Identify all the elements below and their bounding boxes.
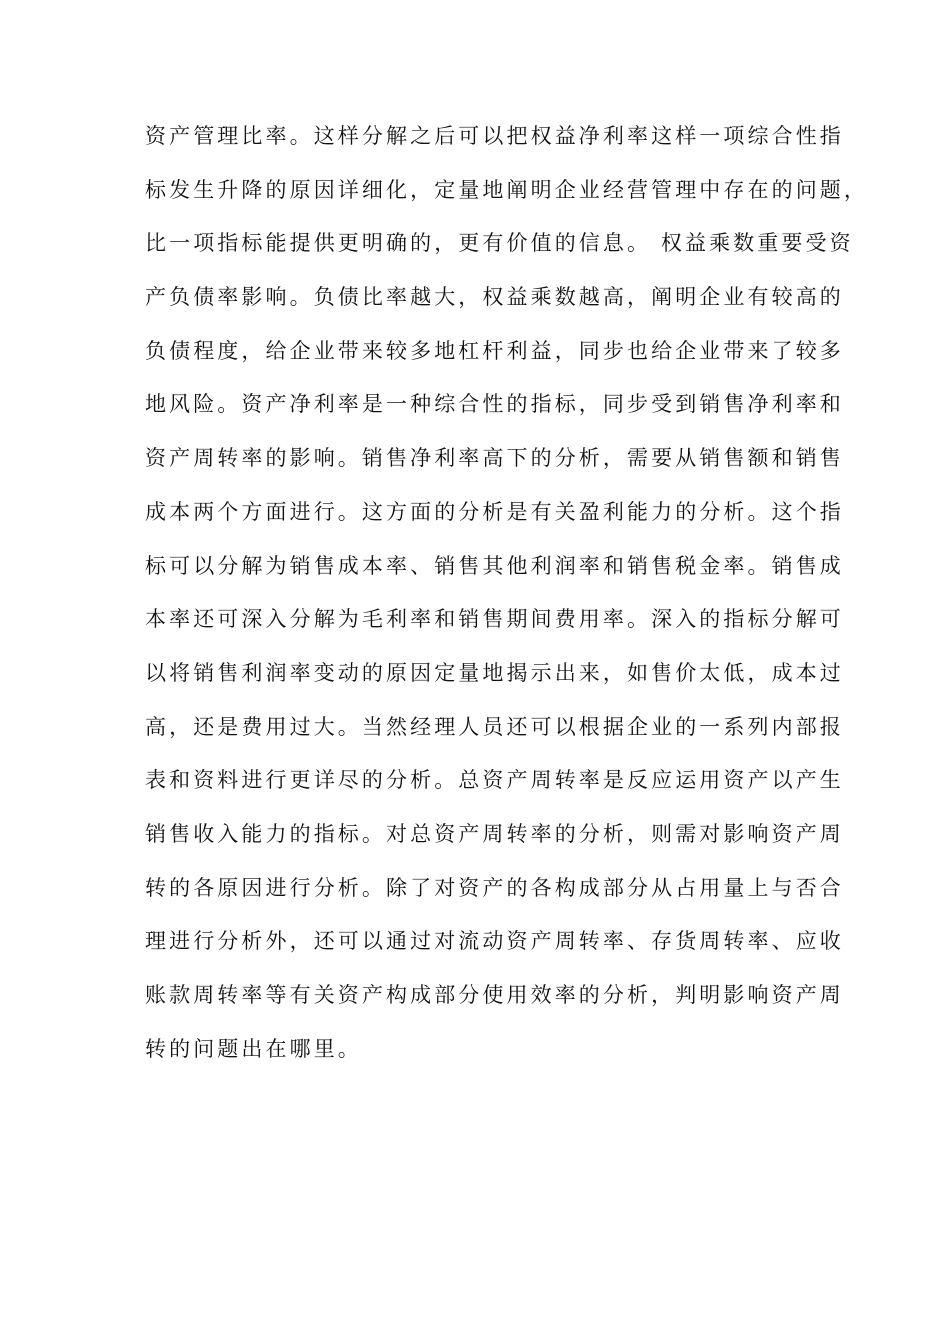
text-line: 标发生升降的原因详细化，定量地阐明企业经营管理中存在的问题， [145,177,868,202]
text-line: 资产管理比率。这样分解之后可以把权益净利率这样一项综合性指 [145,124,844,148]
text-line: 表和资料进行更详尽的分析。总资产周转率是反应运用资产以产生 [145,768,844,793]
text-line: 以将销售利润率变动的原因定量地揭示出来，如售价太低，成本过 [145,660,844,685]
text-line: 转的各原因进行分析。除了对资产的各构成部分从占用量上与否合 [145,875,844,900]
text-line: 转的问题出在哪里。 [145,1036,362,1061]
text-line: 产负债率影响。负债比率越大，权益乘数越高，阐明企业有较高的 [145,285,844,310]
text-line: 成本两个方面进行。这方面的分析是有关盈利能力的分析。这个指 [145,499,844,524]
text-line: 资产周转率的影响。销售净利率高下的分析，需要从销售额和销售 [145,446,844,471]
text-line: 本率还可深入分解为毛利率和销售期间费用率。深入的指标分解可 [145,607,844,632]
text-line: 账款周转率等有关资产构成部分使用效率的分析，判明影响资产周 [145,983,844,1007]
body-paragraph [145,114,868,1080]
text-line: 高，还是费用过大。当然经理人员还可以根据企业的一系列内部报 [145,714,844,739]
text-line: 负债程度，给企业带来较多地杠杆利益，同步也给企业带来了较多 [145,338,844,363]
text-line: 理进行分析外，还可以通过对流动资产周转率、存货周转率、应收 [145,929,844,954]
text-line: 销售收入能力的指标。对总资产周转率的分析，则需对影响资产周 [145,821,844,846]
text-line: 地风险。资产净利率是一种综合性的指标，同步受到销售净利率和 [145,392,844,417]
text-line: 标可以分解为销售成本率、销售其他利润率和销售税金率。销售成 [145,553,844,578]
text-line: 比一项指标能提供更明确的，更有价值的信息。 权益乘数重要受资 [145,231,854,256]
